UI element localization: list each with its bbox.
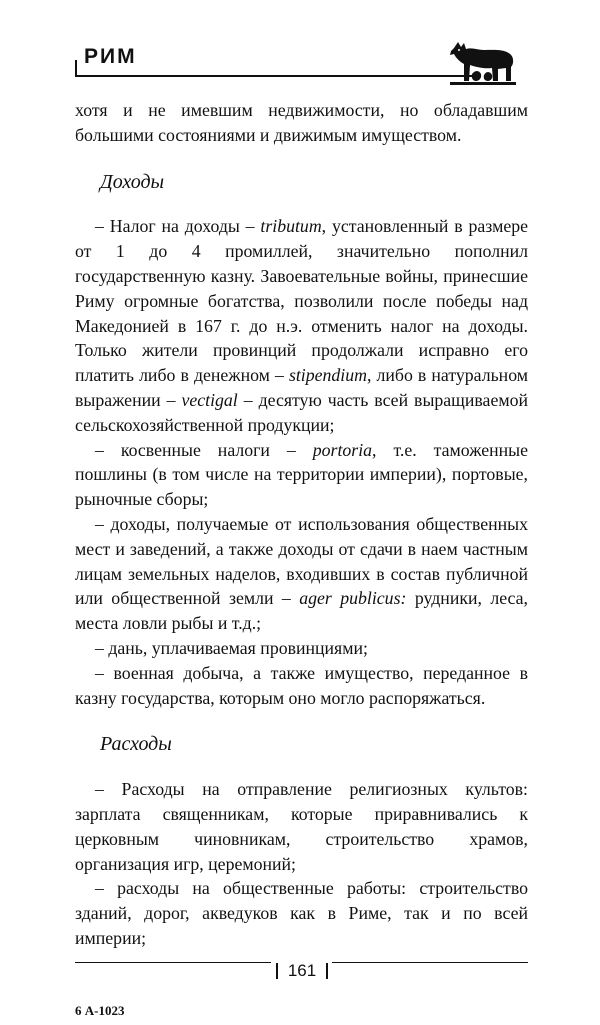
header-tick: [75, 60, 77, 76]
paragraph: [75, 214, 528, 437]
paragraph: [75, 98, 528, 148]
paragraph: [75, 636, 528, 661]
footer-rule-left: [75, 962, 271, 963]
header-rule: [75, 75, 480, 77]
text-run: – косвенные налоги –: [95, 439, 313, 460]
footer-bracket-right: [326, 963, 328, 979]
latin-term: vectigal: [181, 389, 238, 410]
paragraph: [75, 512, 528, 636]
latin-term: stipendium: [288, 365, 367, 386]
text-run: , либо в натуральном выражении –: [75, 365, 528, 410]
text-run: – военная добыча, а также имущество, переданное в казну государства, которым оно могло распоряжаться.: [75, 662, 528, 708]
text-run: , т.е. таможенные пошлины (в том числе на территории империи), портовые, рыночные сборы;: [75, 439, 529, 510]
latin-term: portoria: [312, 439, 373, 460]
text-run: – Налог на доходы –: [95, 216, 261, 237]
text-run: Доходы: [100, 170, 165, 193]
text-run: рудники, леса, места ловли рыбы и т.д.;: [75, 588, 528, 634]
running-header-title: РИМ: [84, 45, 137, 68]
text-run: – дань, уплачиваемая провинциями;: [95, 637, 368, 658]
latin-term: tributum: [260, 216, 322, 237]
footer-rule-right: [332, 962, 528, 963]
capitoline-wolf-icon: [448, 38, 518, 86]
text-run: – доходы, получаемые от использования общественных мест и заведений, а также доходы от сдачи в наем частным лицам земельных наделов, входивших в состав публичной или общественной земли –: [75, 513, 528, 609]
latin-term: ager publicus:: [299, 588, 407, 609]
text-run: – десятую часть всей выращиваемой сельскохозяйственной продукции;: [75, 389, 528, 435]
page-number: 161: [287, 961, 317, 980]
text-run: – Расходы на отправление религиозных культов: зарплата священникам, которые приравнивались к церковным чиновникам, строительство храмов, организация игр, церемоний;: [75, 779, 528, 874]
paragraph: [75, 661, 528, 711]
paragraph: [75, 777, 528, 876]
text-run: , установленный в размере от 1 до 4 промиллей, значительно пополнил государственную казну. Завоевательные войны, принесшие Риму огромные богатства, позволили после победы над Македонией в 167 г. до н.э. отменить налог на доходы. Только жители провинций продолжали исправно его платить либо в денежном –: [75, 216, 528, 386]
section-heading: [75, 170, 528, 195]
paragraph: [75, 438, 528, 512]
paragraph: [75, 876, 528, 950]
text-run: хотя и не имевшим недвижимости, но обладавшим большими состояниями и движимым имуществом.: [75, 100, 528, 145]
text-run: – расходы на общественные работы: строительство зданий, дорог, акведуков как в Риме, так и по всей империи;: [75, 878, 528, 948]
section-heading: [75, 732, 528, 757]
text-run: Расходы: [100, 733, 172, 756]
page-body: [75, 98, 528, 951]
printer-signature: 6 А-1023: [75, 1003, 125, 1018]
